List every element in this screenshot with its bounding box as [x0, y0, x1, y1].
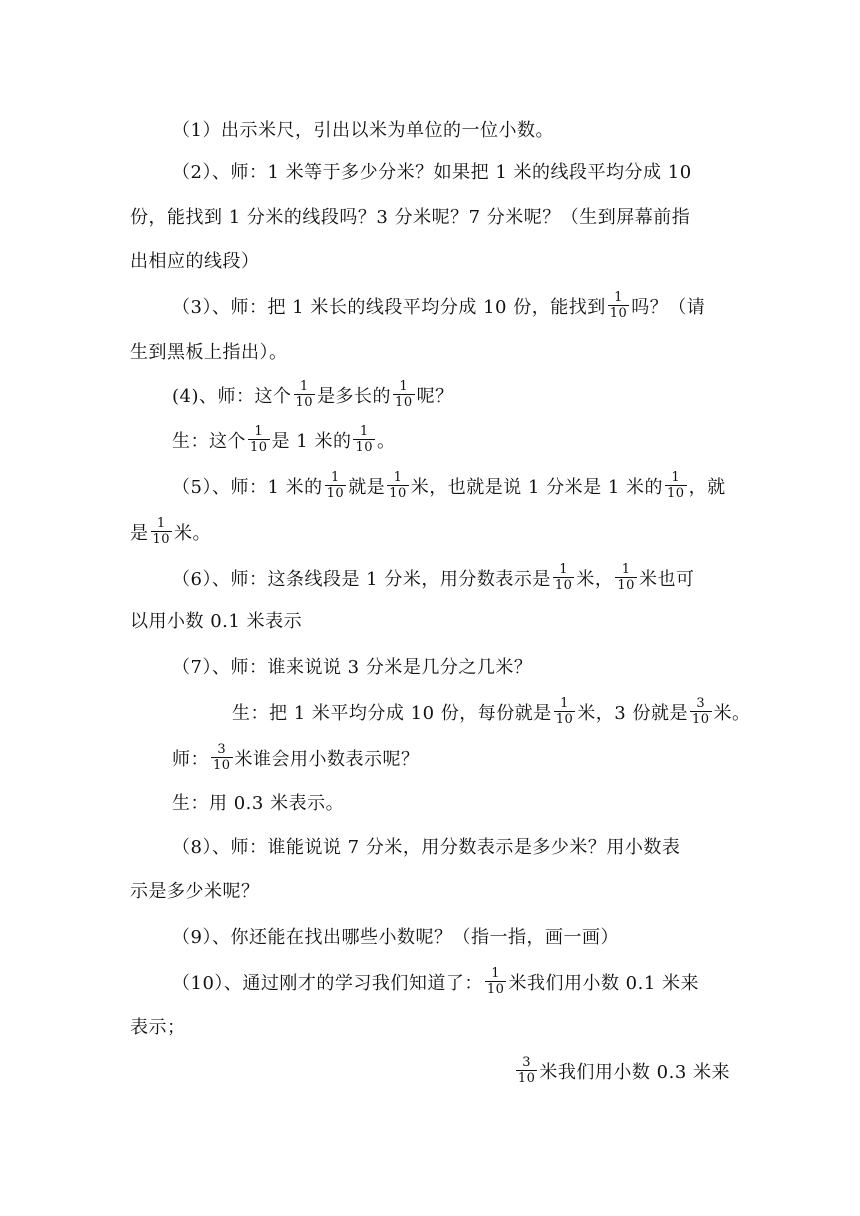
student-answer-2	[232, 696, 751, 729]
student-answer-1	[172, 424, 396, 457]
text: 米。	[713, 703, 751, 724]
text: （2）、师：1 米等于多少分米？如果把 1 米的线段平均分成 10	[172, 162, 692, 183]
text: 米也可	[638, 569, 695, 590]
text: 。	[377, 431, 396, 452]
text: 米我们用小数 0.1 米来	[508, 973, 700, 994]
text: 生到黑板上指出）。	[130, 342, 288, 363]
fraction: $\frac{1}{10}$	[609, 290, 628, 321]
text: （6）、师：这条线段是 1 分米，用分数表示是	[172, 569, 551, 590]
text: 出相应的线段）	[130, 251, 260, 272]
paragraph-4	[172, 379, 454, 412]
text: 以用小数 0.1 米表示	[130, 611, 303, 632]
text: 米我们用小数 0.3 米来	[539, 1062, 730, 1083]
text: 呢？	[416, 386, 454, 407]
paragraph-5-line-2	[130, 516, 212, 549]
text: 生：这个	[172, 431, 246, 452]
paragraph-1	[172, 118, 554, 144]
fraction: $\frac{1}{10}$	[554, 562, 573, 593]
fraction: $\frac{1}{10}$	[617, 562, 635, 593]
paragraph-5-line-1	[172, 470, 726, 503]
text: 示是多少米呢？	[130, 881, 260, 902]
text: (4)、师：这个	[172, 386, 292, 407]
fraction: $\frac{1}{10}$	[395, 379, 413, 410]
text: （7）、师：谁来说说 3 分米是几分之几米？	[172, 657, 533, 678]
paragraph-7	[172, 655, 532, 681]
paragraph-10-line-3	[514, 1055, 730, 1088]
text: 就是	[348, 477, 386, 498]
text: 生：用 0.3 米表示。	[172, 793, 345, 814]
paragraph-2-line-1	[172, 160, 692, 186]
fraction: $\frac{3}{10}$	[213, 742, 231, 773]
text: （3）、师：把 1 米长的线段平均分成 10 份，能找到	[172, 297, 606, 318]
text: 米，	[576, 569, 614, 590]
text: （10）、通过刚才的学习我们知道了：	[172, 973, 483, 994]
paragraph-10-line-2	[130, 1015, 186, 1041]
fraction: $\frac{3}{10}$	[691, 696, 710, 727]
text: 米。	[174, 523, 212, 544]
fraction: $\frac{1}{10}$	[355, 424, 373, 455]
paragraph-8-line-1	[172, 835, 680, 861]
text: 是多长的	[317, 386, 392, 407]
text: 米，3 份就是	[577, 703, 688, 724]
text: （1）出示米尺，引出以米为单位的一位小数。	[172, 120, 554, 141]
paragraph-10-line-1	[172, 966, 700, 999]
paragraph-9	[172, 925, 619, 951]
paragraph-8-line-2	[130, 879, 260, 905]
fraction: $\frac{1}{10}$	[295, 379, 314, 410]
text: 生：把 1 米平均分成 10 份，每份就是	[232, 703, 552, 724]
text: 是	[130, 523, 149, 544]
student-answer-3	[172, 791, 344, 817]
text: 吗？（请	[631, 297, 706, 318]
paragraph-3-line-1	[172, 290, 706, 323]
fraction: $\frac{1}{10}$	[326, 470, 345, 501]
text: 份，能找到 1 分米的线段吗？3 分米呢？7 分米呢？（生到屏幕前指	[130, 207, 691, 228]
text: （9）、你还能在找出哪些小数呢？（指一指，画一画）	[172, 927, 619, 948]
fraction: $\frac{1}{10}$	[486, 966, 505, 997]
fraction: $\frac{1}{10}$	[152, 516, 171, 547]
teacher-question	[172, 742, 420, 775]
text: ，就	[688, 477, 726, 498]
text: 是 1 米的	[271, 431, 352, 452]
fraction: $\frac{1}{10}$	[389, 470, 407, 501]
paragraph-6-line-2	[130, 609, 302, 635]
fraction: $\frac{3}{10}$	[517, 1055, 536, 1086]
text: 表示；	[130, 1017, 186, 1038]
fraction: $\frac{1}{10}$	[250, 424, 268, 455]
paragraph-2-line-3	[130, 249, 260, 275]
text: 米，也就是说 1 分米是 1 米的	[410, 477, 664, 498]
text: 师：	[172, 749, 209, 770]
text: （5）、师：1 米的	[172, 477, 323, 498]
paragraph-3-line-2	[130, 340, 288, 366]
paragraph-2-line-2	[130, 205, 690, 231]
fraction: $\frac{1}{10}$	[667, 470, 685, 501]
paragraph-6-line-1	[172, 562, 695, 595]
fraction: $\frac{1}{10}$	[555, 696, 574, 727]
text: 米谁会用小数表示呢？	[234, 749, 420, 770]
text: （8）、师：谁能说说 7 分米，用分数表示是多少米？用小数表	[172, 837, 681, 858]
